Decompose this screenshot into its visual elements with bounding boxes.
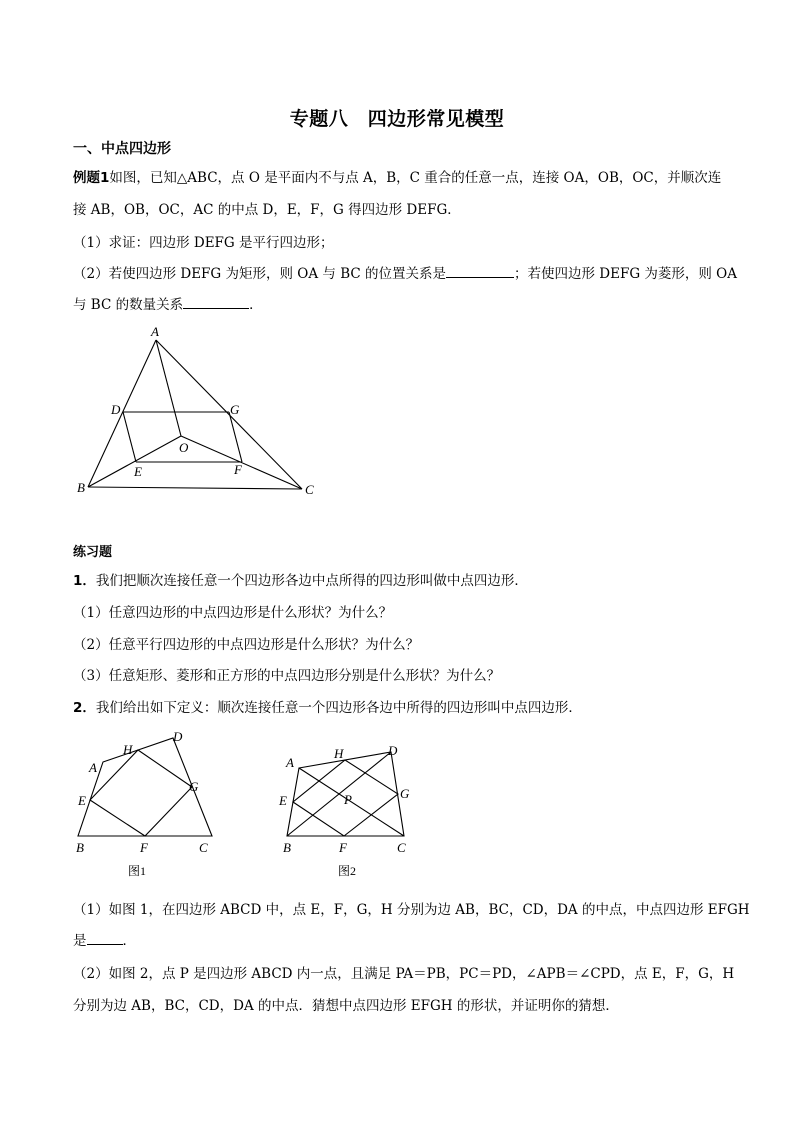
practice-1-number: 1． xyxy=(73,573,96,589)
practice-1-sub-1: （1）任意四边形的中点四边形是什么形状？为什么？ xyxy=(73,605,393,621)
edge-AC xyxy=(156,340,302,489)
segment-OA xyxy=(156,340,181,436)
fig2-label-C: C xyxy=(397,840,406,855)
label-D: D xyxy=(111,402,121,417)
question-2-text-d: ． xyxy=(249,297,263,313)
answer-blank-shape[interactable] xyxy=(87,930,123,945)
practice-2-question-1-cont xyxy=(73,929,136,949)
question-2-text-c: 与 BC 的数量关系 xyxy=(73,297,184,313)
example-line-2: 接 AB，OB，OC，AC 的中点 D，E，F，G 得四边形 DEFG． xyxy=(73,202,461,218)
label-O: O xyxy=(179,440,189,455)
practice-heading: 练习题 xyxy=(73,545,113,560)
figure-2-quadrilateral xyxy=(276,740,426,882)
fig2-label-H: H xyxy=(334,746,344,761)
fig1-label-G: G xyxy=(189,779,199,794)
fig2-label-B: B xyxy=(283,840,291,855)
fig1-label-C: C xyxy=(199,840,208,855)
segment-DE xyxy=(123,412,136,462)
fig2-label-A: A xyxy=(286,755,294,770)
example-label: 例题1 xyxy=(73,170,110,186)
fig1-label-A: A xyxy=(89,760,97,775)
practice-2-question-1: （1）如图 1，在四边形 ABCD 中，点 E，F，G，H 分别为边 AB，BC，CD，DA 的中点，中点四边形 EFGH xyxy=(73,902,750,918)
fig2-label-G: G xyxy=(400,786,410,801)
answer-blank-position[interactable] xyxy=(446,263,514,278)
fig1-label-B: B xyxy=(76,840,84,855)
triangle-figure xyxy=(70,322,330,502)
label-G: G xyxy=(230,402,240,417)
edge-AB xyxy=(88,340,156,487)
fig2-label-F: F xyxy=(339,840,347,855)
example-line-1 xyxy=(73,166,721,186)
example-text-1: 如图，已知△ABC，点 O 是平面内不与点 A，B，C 重合的任意一点，连接 OA，OB，OC，并顺次连 xyxy=(109,170,722,186)
fig2-label-P: P xyxy=(344,792,352,807)
edge-BC xyxy=(88,487,302,489)
figure-1-quadrilateral xyxy=(70,728,220,883)
quadrilateral-EFGH xyxy=(90,750,192,836)
practice-1-sub-3: （3）任意矩形、菱形和正方形的中点四边形分别是什么形状？为什么？ xyxy=(73,668,501,684)
page-title: 专题八 四边形常见模型 xyxy=(289,108,505,130)
example-question-1: （1）求证：四边形 DEFG 是平行四边形； xyxy=(73,235,334,251)
answer-blank-quantity[interactable] xyxy=(183,294,249,309)
label-B: B xyxy=(77,480,85,495)
practice-1-sub-2: （2）任意平行四边形的中点四边形是什么形状？为什么？ xyxy=(73,637,420,653)
label-E: E xyxy=(134,464,142,479)
practice-2-text: 我们给出如下定义：顺次连接任意一个四边形各边中所得的四边形叫中点四边形． xyxy=(95,700,582,716)
fig1-label-F: F xyxy=(140,840,148,855)
practice-2-question-2-cont: 分别为边 AB，BC，CD，DA 的中点．猜想中点四边形 EFGH 的形状，并证明你的猜想． xyxy=(73,998,619,1014)
figure-2-caption: 图2 xyxy=(338,864,357,878)
segment-GF xyxy=(229,412,242,462)
practice-2-number: 2． xyxy=(73,700,96,716)
practice-1-text: 我们把顺次连接任意一个四边形各边中点所得的四边形叫做中点四边形． xyxy=(95,573,528,589)
fig2-label-D: D xyxy=(388,743,398,758)
label-F: F xyxy=(234,462,242,477)
fig1-label-D: D xyxy=(173,729,183,744)
figure-1-caption: 图1 xyxy=(128,864,147,878)
label-A: A xyxy=(151,324,159,339)
practice-2-question-2: （2）如图 2，点 P 是四边形 ABCD 内一点，且满足 PA＝PB，PC＝PD，∠APB＝∠CPD，点 E，F，G，H xyxy=(73,966,735,982)
practice-1 xyxy=(73,569,528,589)
question-2-text-b: ；若使四边形 DEFG 为菱形，则 OA xyxy=(513,266,738,282)
question-2-text-a: （2）若使四边形 DEFG 为矩形，则 OA 与 BC 的位置关系是 xyxy=(73,266,446,282)
fig2-label-E: E xyxy=(279,793,287,808)
example-question-2-cont xyxy=(73,293,263,313)
fig1-label-E: E xyxy=(78,793,86,808)
example-question-2 xyxy=(73,262,737,282)
fig1-label-H: H xyxy=(123,742,133,757)
practice-2 xyxy=(73,696,582,716)
question-1-text-b: 是 xyxy=(73,933,87,949)
label-C: C xyxy=(305,482,314,497)
question-1-text-c: ． xyxy=(122,933,136,949)
section-heading-midpoint-quadrilateral: 一、中点四边形 xyxy=(73,141,171,157)
